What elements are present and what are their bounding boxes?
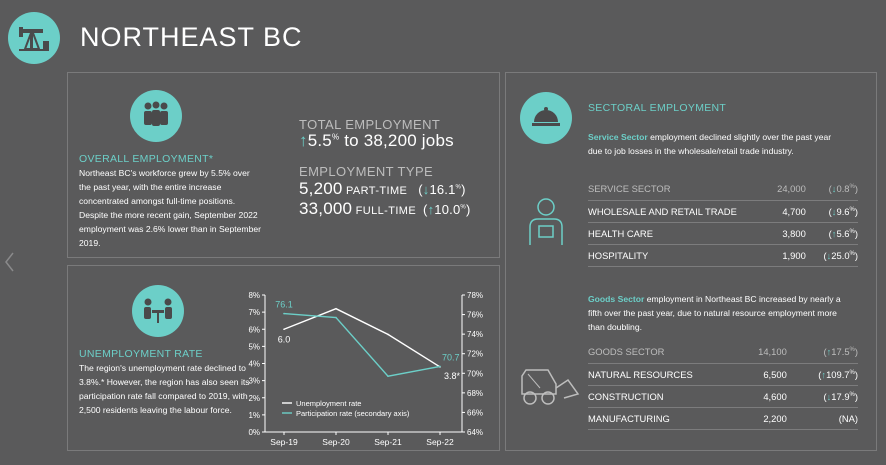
legend-label: Unemployment rate	[296, 399, 362, 408]
sector-change: (↓0.8%)	[806, 178, 858, 200]
y2-tick-label: 78%	[467, 291, 484, 300]
service-icon-circle	[520, 92, 572, 144]
y-tick-label: 2%	[248, 393, 260, 403]
data-point	[387, 375, 389, 377]
x-tick-label: Sep-20	[322, 437, 350, 447]
sector-change: (↓9.6%)	[806, 200, 858, 222]
sector-change: (↑17.5%)	[787, 341, 858, 363]
y-tick-label: 5%	[248, 342, 260, 352]
data-label: 6.0	[277, 334, 291, 345]
meeting-icon	[141, 296, 175, 326]
oil-pump-logo	[8, 12, 60, 64]
page-title: NORTHEAST BC	[80, 22, 303, 52]
y-tick-label: 7%	[248, 308, 260, 318]
table-row	[588, 222, 858, 244]
part-time-row: 5,200 PART-TIME (↓16.1%)	[299, 179, 466, 198]
people-icon	[139, 100, 173, 132]
full-time-row: 33,000 FULL-TIME (↑10.0%)	[299, 199, 471, 218]
up-arrow-icon: ↑	[821, 368, 827, 380]
cloche-service-icon	[530, 104, 562, 132]
sector-change: (↓25.0%)	[806, 244, 858, 266]
chevron-left-icon	[2, 250, 16, 274]
sectoral-heading: SECTORAL EMPLOYMENT	[588, 102, 727, 114]
sector-name: WHOLESALE AND RETAIL TRADE	[588, 200, 771, 222]
y-tick-label: 6%	[248, 325, 260, 335]
table-row	[588, 341, 858, 363]
data-point	[387, 334, 389, 336]
unemployment-chart	[240, 285, 495, 450]
y-tick-label: 8%	[248, 291, 260, 300]
data-label: 76.1	[275, 299, 293, 310]
up-arrow-icon: ↑	[831, 227, 837, 239]
sector-value: 1,900	[771, 244, 806, 266]
y2-tick-label: 64%	[467, 428, 484, 437]
unemployment-heading: UNEMPLOYMENT RATE	[79, 348, 203, 360]
table-row	[588, 385, 858, 407]
data-point	[335, 308, 337, 310]
goods-sector-table	[588, 341, 858, 430]
unemployment-text: The region's unemployment rate declined to 3.8%.* However, the region has also seen its participation rate fall compared to 2019, with 2,500 residents leaving the labour force.	[79, 363, 250, 415]
data-point	[335, 317, 337, 319]
sector-name: NATURAL RESOURCES	[588, 363, 744, 385]
worker-icon	[525, 195, 567, 247]
sector-change: (NA)	[787, 407, 858, 429]
y2-tick-label: 76%	[467, 310, 484, 320]
sector-value: 24,000	[771, 178, 806, 200]
sector-name: CONSTRUCTION	[588, 385, 744, 407]
y-tick-label: 0%	[248, 428, 260, 437]
meeting-icon-circle	[132, 285, 184, 337]
x-tick-label: Sep-22	[426, 437, 454, 447]
table-row	[588, 200, 858, 222]
prev-button[interactable]	[2, 250, 16, 274]
participation-rate-line	[284, 314, 440, 377]
up-arrow-icon: ↑	[826, 346, 832, 358]
sector-value: 2,200	[744, 407, 787, 429]
data-label: 70.7	[442, 352, 460, 363]
down-arrow-icon: ↓	[826, 390, 832, 402]
unemployment-rate-line	[284, 309, 440, 367]
sector-name: GOODS SECTOR	[588, 341, 744, 363]
y-tick-label: 3%	[248, 376, 260, 386]
sector-name: HEALTH CARE	[588, 222, 771, 244]
employment-type-label: EMPLOYMENT TYPE	[299, 164, 434, 179]
service-sector-table	[588, 178, 858, 267]
y2-tick-label: 72%	[467, 349, 484, 359]
oil-pumpjack-icon	[17, 23, 51, 53]
y2-tick-label: 66%	[467, 408, 484, 418]
data-point	[439, 366, 441, 368]
down-arrow-icon: ↓	[826, 249, 832, 261]
goods-intro: Goods Sector employment in Northeast BC increased by nearly a fifth over the past year, due to natural resource employment more than doubling.	[588, 294, 841, 332]
sector-name: MANUFACTURING	[588, 407, 744, 429]
y2-tick-label: 70%	[467, 369, 484, 379]
y-tick-label: 1%	[248, 410, 260, 420]
up-arrow-icon: ↑	[427, 202, 435, 217]
table-row	[588, 178, 858, 200]
sector-value: 6,500	[744, 363, 787, 385]
data-point	[283, 328, 285, 330]
table-row	[588, 363, 858, 385]
x-tick-label: Sep-21	[374, 437, 402, 447]
x-tick-label: Sep-19	[270, 437, 298, 447]
sector-change: (↑5.6%)	[806, 222, 858, 244]
sector-value: 3,800	[771, 222, 806, 244]
total-employment-value: ↑5.5% to 38,200 jobs	[299, 131, 454, 150]
up-arrow-icon: ↑	[299, 131, 308, 150]
y2-tick-label: 74%	[467, 330, 484, 340]
skid-steer-loader-icon	[512, 362, 582, 406]
sector-change: (↓17.9%)	[787, 385, 858, 407]
service-intro: Service Sector employment declined slightly over the past year due to job losses in the wholesale/retail trade industry.	[588, 132, 832, 156]
down-arrow-icon: ↓	[831, 205, 837, 217]
sector-value: 4,700	[771, 200, 806, 222]
table-row	[588, 407, 858, 429]
down-arrow-icon: ↓	[831, 183, 837, 195]
legend-label: Participation rate (secondary axis)	[296, 409, 410, 418]
overall-employment-heading: OVERALL EMPLOYMENT*	[79, 153, 214, 165]
total-employment-label: TOTAL EMPLOYMENT	[299, 117, 441, 132]
people-icon-circle	[130, 90, 182, 142]
down-arrow-icon: ↓	[422, 182, 430, 197]
sector-name: HOSPITALITY	[588, 244, 771, 266]
sector-name: SERVICE SECTOR	[588, 178, 771, 200]
sector-value: 14,100	[744, 341, 787, 363]
sector-value: 4,600	[744, 385, 787, 407]
data-point	[283, 313, 285, 315]
y2-tick-label: 68%	[467, 388, 484, 398]
table-row	[588, 244, 858, 266]
y-tick-label: 4%	[248, 359, 260, 369]
overall-employment-text: Northeast BC's workforce grew by 5.5% over the past year, with the entire increase concentrated amongst full-time positions. Despite the more recent gain, September 2022 employment was 2.6% lower than in September 2019.	[79, 168, 261, 248]
data-label: 3.8*	[444, 370, 461, 381]
sector-change: (↑109.7%)	[787, 363, 858, 385]
